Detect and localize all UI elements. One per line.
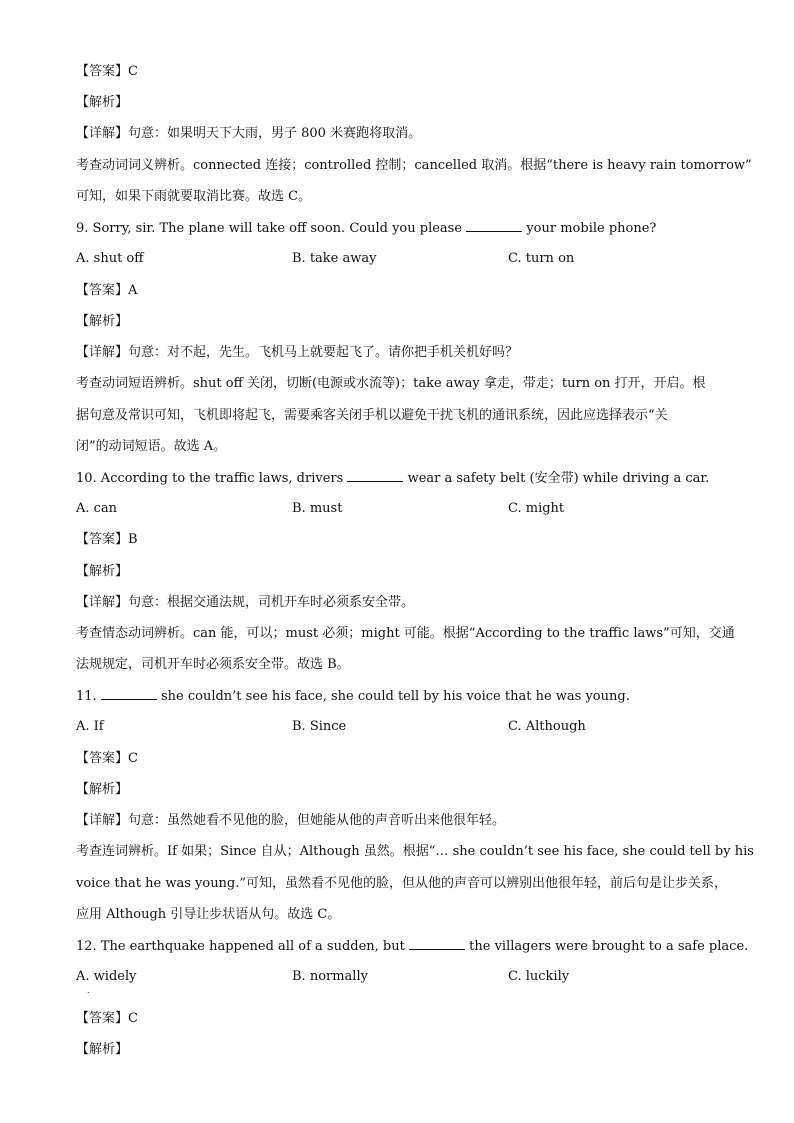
- question-text: the villagers were brought to a safe place.: [469, 939, 749, 954]
- answer-line: 【答案】C: [76, 64, 138, 79]
- question-11: [76, 687, 726, 705]
- option-c: C. might: [508, 501, 565, 516]
- question-10: [76, 469, 726, 487]
- detail-line: 【详解】句意：根据交通法规，司机开车时必须系安全带。: [76, 595, 415, 610]
- question-text: 12. The earthquake happened all of a sudden, but: [76, 939, 405, 954]
- analysis-heading: 【解析】: [76, 564, 129, 579]
- detail-line: 【详解】句意：如果明天下大雨，男子 800 米赛跑将取消。: [76, 126, 422, 141]
- stray-dot: .: [87, 986, 90, 995]
- option-c: C. turn on: [508, 251, 575, 266]
- question-text: your mobile phone?: [526, 221, 657, 236]
- explanation-line: 闭”的动词短语。故选 A。: [76, 439, 227, 454]
- option-b: B. normally: [292, 969, 368, 984]
- answer-blank: [101, 687, 157, 700]
- explanation-line: 应用 Although 引导让步状语从句。故选 C。: [76, 907, 341, 922]
- answer-line: 【答案】B: [76, 532, 138, 547]
- option-b: B. take away: [292, 251, 377, 266]
- explanation-line: 考查动词词义辨析。connected 连接；controlled 控制；cancelled 取消。根据“there is heavy rain tomorrow”: [76, 158, 752, 173]
- explanation-line: 可知，如果下雨就要取消比赛。故选 C。: [76, 189, 312, 204]
- question-9: [76, 219, 726, 237]
- option-c: C. Although: [508, 719, 586, 734]
- question-text: 9. Sorry, sir. The plane will take off soon. Could you please: [76, 221, 463, 236]
- option-c: C. luckily: [508, 969, 570, 984]
- answer-line: 【答案】A: [76, 283, 138, 298]
- question-12: [76, 937, 749, 955]
- explanation-line: 法规规定，司机开车时必须系安全带。故选 B。: [76, 657, 350, 672]
- answer-blank: [466, 219, 522, 232]
- question-text: she couldn’t see his face, she could tell by his voice that he was young.: [160, 689, 630, 704]
- explanation-line: 考查连词辨析。If 如果；Since 自从；Although 虽然。根据“… she couldn’t see his face, she could tell by his: [76, 844, 754, 859]
- explanation-line: 考查动词短语辨析。shut off 关闭，切断(电源或水流等)；take away 拿走，带走；turn on 打开，开启。根: [76, 376, 706, 391]
- question-text: 11.: [76, 689, 97, 704]
- answer-blank: [347, 469, 403, 482]
- explanation-line: voice that he was young.”可知，虽然看不见他的脸，但从他的声音可以辨别出他很年轻，前后句是让步关系，: [76, 876, 728, 891]
- analysis-heading: 【解析】: [76, 95, 129, 110]
- option-a: A. widely: [76, 969, 137, 984]
- answer-line: 【答案】C: [76, 1011, 138, 1026]
- option-a: A. shut off: [76, 251, 144, 266]
- option-b: B. Since: [292, 719, 347, 734]
- question-text: wear a safety belt (安全带) while driving a car.: [407, 471, 710, 486]
- question-text: 10. According to the traffic laws, drivers: [76, 471, 344, 486]
- explanation-line: 考查情态动词辨析。can 能，可以；must 必须；might 可能。根据“According to the traffic laws”可知，交通: [76, 626, 735, 641]
- detail-line: 【详解】句意：虽然她看不见他的脸，但她能从他的声音听出来他很年轻。: [76, 813, 506, 828]
- explanation-line: 据句意及常识可知，飞机即将起飞，需要乘客关闭手机以避免干扰飞机的通讯系统，因此应选择表示“关: [76, 408, 668, 423]
- analysis-heading: 【解析】: [76, 782, 129, 797]
- option-b: B. must: [292, 501, 343, 516]
- answer-line: 【答案】C: [76, 751, 138, 766]
- option-a: A. If: [76, 719, 104, 734]
- option-a: A. can: [76, 501, 118, 516]
- analysis-heading: 【解析】: [76, 314, 129, 329]
- analysis-heading: 【解析】: [76, 1042, 129, 1057]
- detail-line: 【详解】句意：对不起，先生。飞机马上就要起飞了。请你把手机关机好吗？: [76, 345, 519, 360]
- answer-blank: [409, 937, 465, 950]
